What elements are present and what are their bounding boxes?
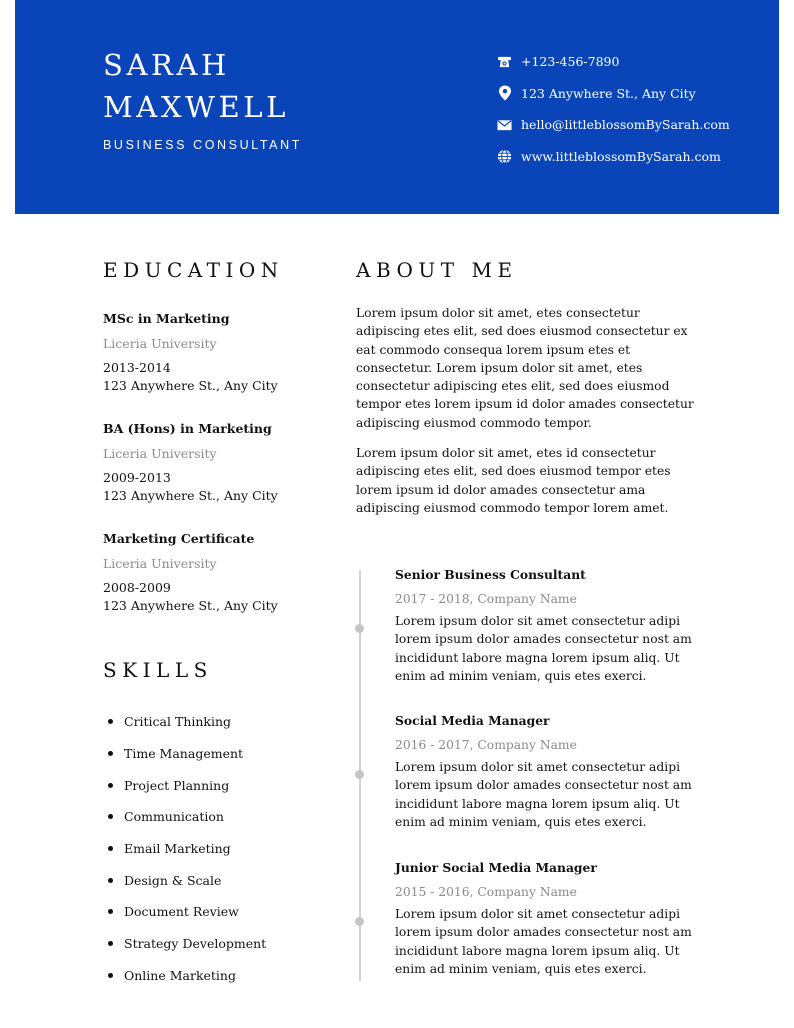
bullet-icon — [108, 941, 113, 946]
contact-address — [496, 78, 730, 110]
bullet-icon — [108, 909, 113, 914]
education-years: 2008-2009 — [103, 580, 171, 595]
experience-role: Junior Social Media Manager — [395, 860, 597, 875]
contact-website — [496, 141, 730, 173]
about-heading: ABOUT ME — [356, 258, 518, 282]
education-school: Liceria University — [103, 446, 217, 461]
skill-label: Design & Scale — [124, 872, 222, 888]
timeline-dot — [355, 770, 364, 779]
bullet-icon — [108, 973, 113, 978]
skill-item — [103, 928, 266, 960]
education-years: 2009-2013 — [103, 470, 171, 485]
education-item — [103, 530, 323, 615]
bullet-icon — [108, 878, 113, 883]
experience-period: 2015 - 2016, Company Name — [395, 885, 577, 899]
bullet-icon — [108, 751, 113, 756]
experience-role: Social Media Manager — [395, 713, 550, 728]
location-pin-icon — [496, 85, 513, 102]
education-degree: Marketing Certificate — [103, 531, 255, 546]
experience-role: Senior Business Consultant — [395, 567, 586, 582]
skill-label: Time Management — [124, 746, 244, 762]
education-years: 2013-2014 — [103, 360, 171, 375]
envelope-icon — [496, 116, 513, 133]
skill-label: Strategy Development — [124, 936, 267, 952]
education-address: 123 Anywhere St., Any City — [103, 378, 278, 393]
bullet-icon — [108, 814, 113, 819]
skill-item — [103, 769, 266, 801]
education-school: Liceria University — [103, 556, 217, 571]
about-paragraph: Lorem ipsum dolor sit amet, etes id consectetur adipiscing etes elit, sed does eiusmod tempor etes lorem ipsum id dolor amades consectetur ama adipiscing eiusmod commodo tempor lorem amet. — [356, 446, 671, 515]
education-heading: EDUCATION — [103, 258, 284, 282]
skill-label: Email Marketing — [124, 841, 231, 857]
education-degree: MSc in Marketing — [103, 311, 230, 326]
education-degree: BA (Hons) in Marketing — [103, 421, 272, 436]
experience-item — [395, 859, 695, 978]
contact-phone — [496, 46, 730, 78]
experience-description: Lorem ipsum dolor sit amet consectetur adipi lorem ipsum dolor amades consectetur nost am incididunt labore magna lorem ipsum aliq. Ut enim ad minim veniam, quis etes exerci. — [395, 614, 692, 683]
contact-website-text[interactable]: www.littleblossomBySarah.com — [521, 148, 721, 164]
skill-label: Critical Thinking — [124, 714, 232, 730]
experience-description: Lorem ipsum dolor sit amet consectetur adipi lorem ipsum dolor amades consectetur nost am incididunt labore magna lorem ipsum aliq. Ut enim ad minim veniam, quis etes exerci. — [395, 760, 692, 829]
skill-label: Communication — [124, 809, 224, 825]
education-address: 123 Anywhere St., Any City — [103, 488, 278, 503]
timeline-dot — [355, 624, 364, 633]
experience-period: 2016 - 2017, Company Name — [395, 738, 577, 752]
education-school: Liceria University — [103, 336, 217, 351]
last-name: MAXWELL — [103, 90, 289, 124]
first-name: SARAH — [103, 48, 230, 82]
contact-address-text: 123 Anywhere St., Any City — [521, 85, 696, 101]
about-paragraph: Lorem ipsum dolor sit amet, etes consectetur adipiscing etes elit, sed does eiusmod consectetur ex eat commodo consequa lorem ipsum etes et consectetur. Lorem ipsum dolor sit amet, etes consectetur adipiscing etes elit, sed does eiusmod tempor etes lorem ipsum id dolor amades consectetur adipiscing eiusmod commodo tempor. — [356, 306, 694, 430]
contact-email — [496, 109, 730, 141]
education-item — [103, 420, 323, 505]
experience-item — [395, 712, 695, 831]
bullet-icon — [108, 719, 113, 724]
experience-description: Lorem ipsum dolor sit amet consectetur adipi lorem ipsum dolor amades consectetur nost am incididunt labore magna lorem ipsum aliq. Ut enim ad minim veniam, quis etes exerci. — [395, 907, 692, 976]
education-address: 123 Anywhere St., Any City — [103, 598, 278, 613]
education-item — [103, 310, 323, 395]
skill-item — [103, 801, 266, 833]
experience-item — [395, 566, 695, 685]
person-name — [103, 44, 289, 128]
contact-list — [496, 46, 730, 172]
bullet-icon — [108, 783, 113, 788]
skill-item — [103, 896, 266, 928]
skills-heading: SKILLS — [103, 658, 213, 682]
job-title: BUSINESS CONSULTANT — [103, 138, 302, 152]
contact-email-text[interactable]: hello@littleblossomBySarah.com — [521, 117, 730, 133]
experience-period: 2017 - 2018, Company Name — [395, 592, 577, 606]
timeline-dot — [355, 917, 364, 926]
skill-item — [103, 833, 266, 865]
contact-phone-text: +123-456-7890 — [521, 54, 620, 70]
skills-list — [103, 706, 266, 991]
skill-item — [103, 706, 266, 738]
phone-icon — [496, 53, 513, 70]
skill-item — [103, 864, 266, 896]
skill-label: Project Planning — [124, 777, 230, 793]
skill-label: Online Marketing — [124, 967, 236, 983]
skill-item — [103, 738, 266, 770]
bullet-icon — [108, 846, 113, 851]
skill-item — [103, 960, 266, 992]
globe-icon — [496, 148, 513, 165]
skill-label: Document Review — [124, 904, 239, 920]
